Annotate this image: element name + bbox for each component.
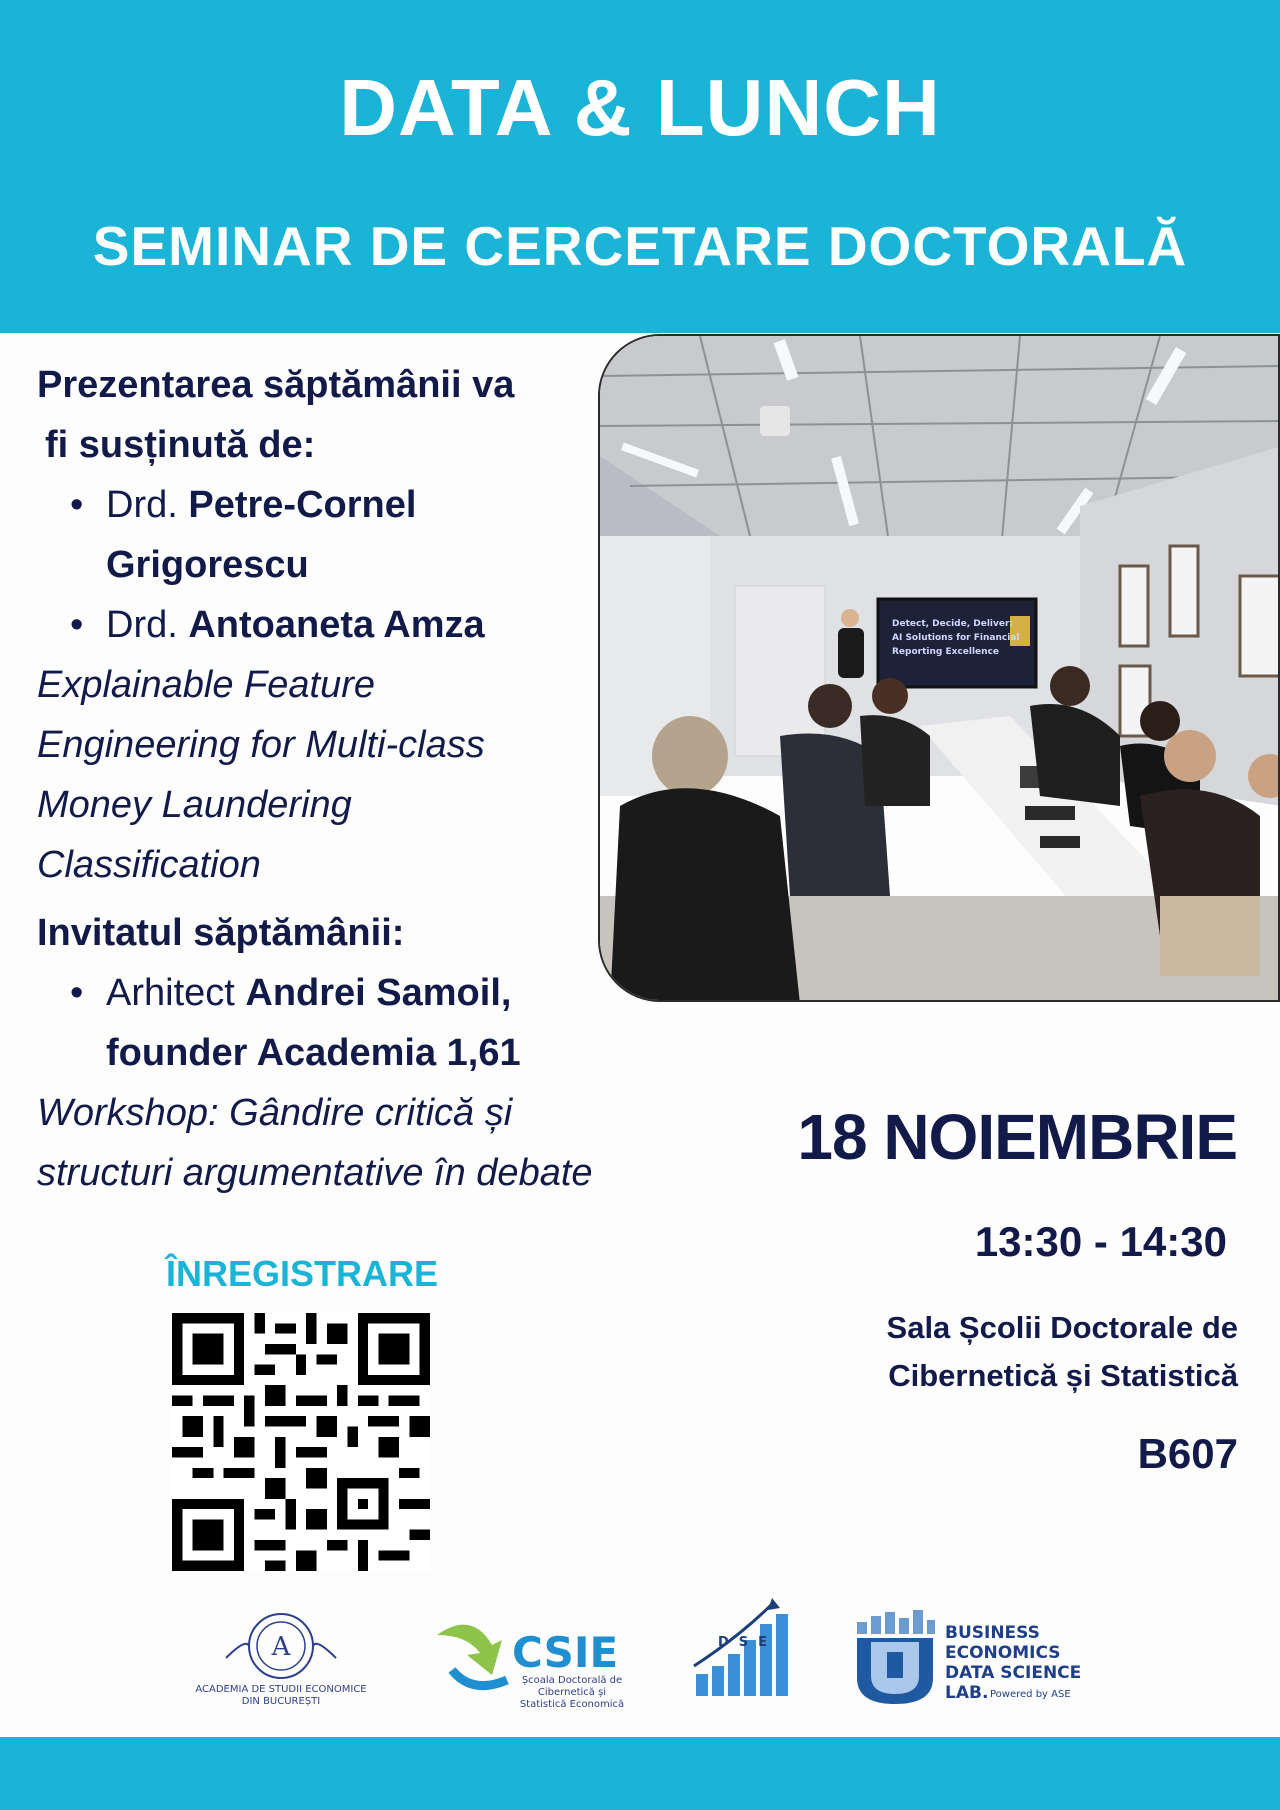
- guest-topic-line: structuri argumentative în debate: [37, 1152, 593, 1194]
- presenter-item: [70, 475, 677, 595]
- dse-logo: [690, 1596, 796, 1706]
- presenter-name: Petre-Cornel: [188, 484, 417, 526]
- presentation-topic-line: Money Laundering: [37, 784, 352, 826]
- svg-text:AI Solutions for Financial: AI Solutions for Financial: [892, 633, 1020, 643]
- csie-logo: [432, 1615, 632, 1710]
- footer-bar: [0, 1737, 1280, 1810]
- csie-logo-line3: Statistică Economică: [519, 1699, 625, 1710]
- bedsl-powered: Powered by ASE: [990, 1689, 1071, 1700]
- bedsl-logo-line3: DATA SCIENCE: [945, 1663, 1082, 1683]
- ase-logo-line2: DIN BUCUREȘTI: [241, 1696, 321, 1707]
- svg-text:A: A: [271, 1632, 291, 1662]
- csie-logo-name: CSIE: [512, 1628, 619, 1677]
- room-line: Cibernetică și Statistică: [888, 1358, 1238, 1393]
- guest-item: [70, 963, 677, 1083]
- room-code: B607: [1137, 1430, 1238, 1477]
- presenters-list: [70, 475, 677, 655]
- presentation-topic-line: Engineering for Multi-class: [37, 724, 485, 766]
- presenter-item: [70, 595, 677, 655]
- qr-code-icon[interactable]: [172, 1313, 430, 1571]
- bedsl-logo: [857, 1608, 1097, 1708]
- dse-logo-letters: DSE: [718, 1635, 778, 1650]
- presenter-prefix: Drd.: [106, 604, 189, 646]
- event-subtitle: SEMINAR DE CERCETARE DOCTORALĂ: [92, 215, 1188, 277]
- bedsl-logo-line1: BUSINESS: [945, 1623, 1040, 1643]
- presentation-topic-line: Explainable Feature: [37, 664, 375, 706]
- guest-heading: Invitatul săptămânii:: [37, 912, 405, 954]
- bedsl-logo-line2: ECONOMICS: [945, 1643, 1061, 1663]
- svg-text:Reporting Excellence: Reporting Excellence: [892, 647, 999, 657]
- ase-logo: [186, 1608, 376, 1708]
- presenter-name-cont: Grigorescu: [106, 544, 309, 586]
- presentation-heading-line1: Prezentarea săptămânii va: [37, 364, 515, 406]
- event-title: DATA & LUNCH: [339, 63, 941, 152]
- partner-logos: [0, 1590, 1280, 1720]
- ase-logo-line1: ACADEMIA DE STUDII ECONOMICE: [195, 1684, 367, 1695]
- header-banner: [0, 0, 1280, 333]
- bedsl-logo-line4: LAB.: [945, 1683, 989, 1703]
- presenter-prefix: Drd.: [106, 484, 189, 526]
- csie-logo-line2: Cibernetică și: [537, 1687, 607, 1698]
- guest-prefix: Arhitect: [106, 972, 246, 1014]
- presenter-name: Antoaneta Amza: [188, 604, 485, 646]
- registration-label: ÎNREGISTRARE: [166, 1253, 439, 1294]
- room-line: Sala Școlii Doctorale de: [886, 1310, 1238, 1345]
- guest-name: Andrei Samoil,: [245, 972, 512, 1014]
- svg-text:Detect, Decide, Deliver:: Detect, Decide, Deliver:: [892, 619, 1014, 629]
- event-location: [887, 1304, 1238, 1400]
- guest-topic-line: Workshop: Gândire critică și: [37, 1092, 513, 1134]
- guest-role: founder Academia 1,61: [106, 1032, 521, 1074]
- event-time: 13:30 - 14:30: [974, 1218, 1227, 1265]
- presentation-heading-line2: fi susținută de:: [45, 424, 316, 466]
- event-date: 18 NOIEMBRIE: [797, 1101, 1237, 1173]
- seminar-photo: [598, 334, 1280, 1002]
- guest-list: [70, 963, 677, 1083]
- speakers-section: [37, 355, 677, 1203]
- csie-logo-line1: Școala Doctorală de: [521, 1675, 623, 1686]
- presentation-topic-line: Classification: [37, 844, 261, 886]
